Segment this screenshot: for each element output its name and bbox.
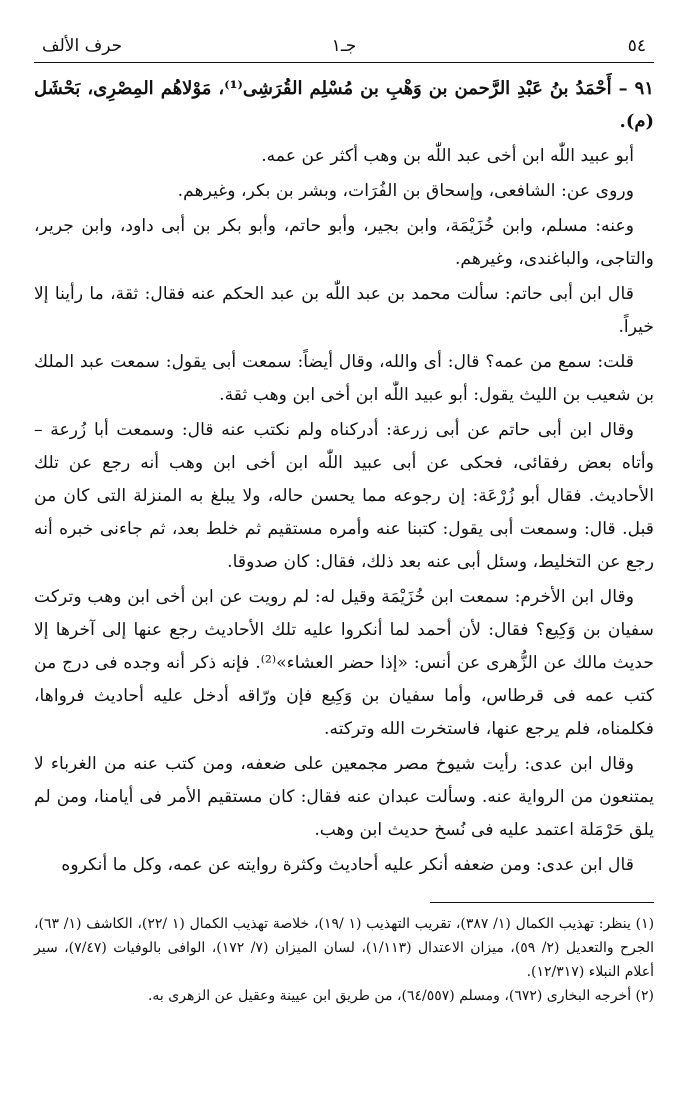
paragraph: قال ابن أبى حاتم: سألت محمد بن عبد اللّٰه بن عبد الحكم عنه فقال: ثقة، ما رأينا إلا خيراً.: [34, 284, 654, 337]
paragraph: قال ابن عدى: ومن ضعفه أنكر عليه أحاديث وكثرة روايته عن عمه، وكل ما أنكروه: [61, 855, 634, 875]
footnote: (٢) أخرجه البخارى (٦٧٢)، ومسلم (٦٤/٥٥٧)، من طريق ابن عيينة وعقيل عن الزهرى به.: [147, 988, 654, 1004]
paragraph: وقال ابن عدى: رأيت شيوخ مصر مجمعين على ضعفه، ومن كتب عنه من الغرباء لا يمتنعون من الرواية عنه. وسألت عبدان عنه فقال: كان مستقيم الأمر فى أيامنا، ومن لم يلق حَرْمَلة اعتمد عليه فى نُسخ حديث ابن وهب.: [34, 754, 654, 840]
footnotes: [34, 912, 654, 1008]
volume-label: جـ١: [331, 36, 357, 56]
paragraph: أبو عبيد اللّٰه ابن أخى عبد اللّٰه بن وهب أكثر عن عمه.: [261, 146, 634, 166]
paragraph: قلت: سمع من عمه؟ قال: أى والله، وقال أيضاً: سمعت أبى يقول: سمعت عبد الملك بن شعيب بن الليث يقول: أبو عبيد اللّٰه ابن أخى ابن وهب ثقة.: [34, 352, 654, 405]
footnote-rule: [430, 902, 654, 903]
paragraph: وروى عن: الشافعى، وإسحاق بن الفُرَات، وبشر بن بكر، وغيرهم.: [177, 181, 634, 201]
main-text: [34, 72, 654, 884]
entry-heading: ٩١ – أَحْمَدُ بنُ عَبْدِ الرَّحمن بن وَهْبِ بن مُسْلِم القُرَشِى⁽¹⁾، مَوْلاهُم المِصْرِى، بَحْشَل (م).: [34, 78, 654, 132]
footnote: (١) ينظر: تهذيب الكمال (١/ ٣٨٧)، تقريب التهذيب (١ /١٩)، خلاصة تهذيب الكمال (١ /٢٢)، الكاشف (١/ ٦٣)، الجرح والتعديل (٢/ ٥٩)، ميزان الاعتدال (١/١١٣)، لسان الميزان (٧/ ١٧٢)، الوافى بالوفيات (٧/٤٧)، سير أعلام النبلاء (١٢/٣١٧).: [34, 916, 655, 980]
section-title: حرف الألف: [42, 36, 123, 56]
paragraph: وقال ابن أبى حاتم عن أبى زرعة: أدركناه ولم نكتب عنه قال: وسمعت أبا زُرعة – وأتاه بعض رفقائى، فحكى عن أبى عبيد اللّٰه ابن أخى ابن وهب أنه رجع عن تلك الأحاديث. فقال أبو زُرْعَة: إن رجوعه مما يحسن حاله، ولا يبلغ به المنزلة التى كان من قبل. قال: وسمعت أبى يقول: كتبنا عنه وأمره مستقيم ثم خلط بعد، ثم جاءنى خبره أنه رجع عن التخليط، وسئل أبى عنه بعد ذلك، فقال: كان صدوقا.: [34, 420, 654, 572]
paragraph: وقال ابن الأخرم: سمعت ابن خُزَيْمَة وقيل له: لم رويت عن ابن أخى ابن وهب وتركت سفيان بن وَكِيع؟ فقال: لأن أحمد لما أنكروا عليه تلك الأحاديث رجع عنها إلى آخرها إلا حديث مالك عن الزُّهرى عن أنس: «إذا حضر العشاء»⁽²⁾. فإنه ذكر أنه وجده فى درج من كتب عمه فى قرطاس، وأما سفيان بن وَكِيع فإن ورّاقه أدخل عليه أحاديث فرواها، فكلمناه، فلم يرجع عنها، فاستخرت الله وتركته.: [34, 587, 654, 739]
header-rule: [34, 62, 654, 63]
running-header: [34, 30, 654, 62]
paragraph: وعنه: مسلم، وابن خُزَيْمَة، وابن بجير، وأبو حاتم، وأبو بكر بن أبى داود، وابن جرير، والتاجى، والباغندى، وغيرهم.: [34, 216, 654, 269]
page-number: ٥٤: [627, 36, 646, 56]
